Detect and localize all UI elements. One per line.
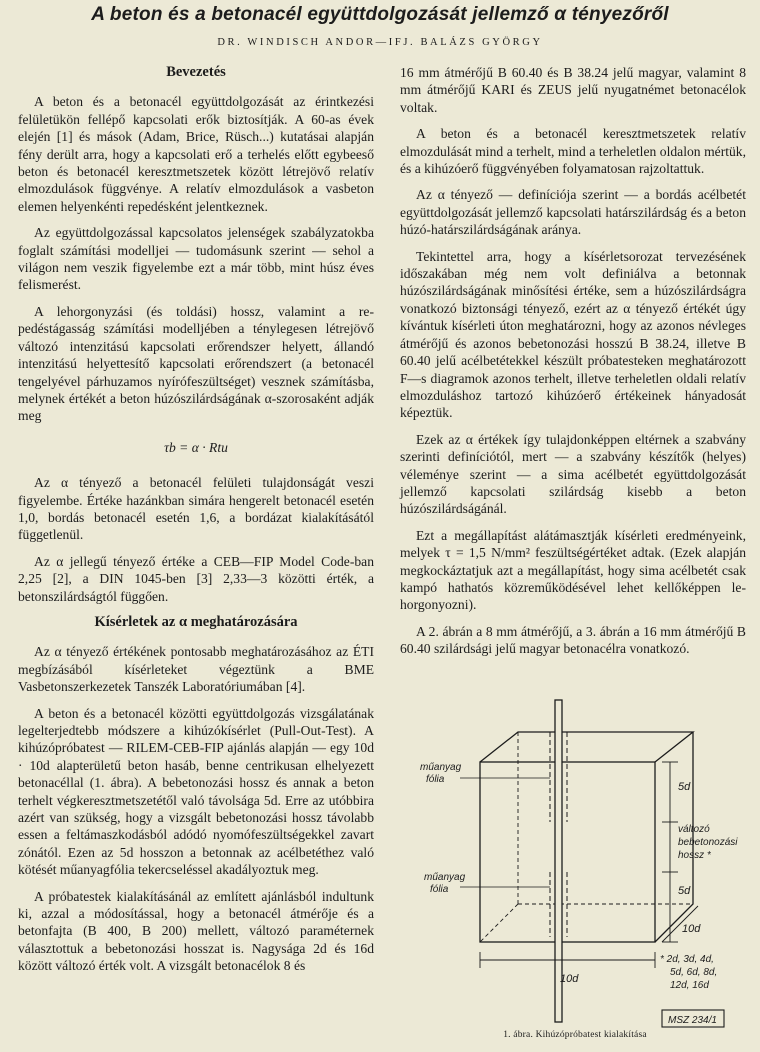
paragraph: Ezt a megállapítást alátámasztják kísérleti eredményeink, melyek τ = 1,5 N/mm² feszültségértéket adtak. (Ezek alapján megkockáztatjuk azt a megállapítást, hogy sima acélbetét csak kampó hathatós közreműködésével lehet kellőképpen lehorgonyozni). (400, 527, 746, 613)
paragraph: Tekintettel arra, hogy a kísérletsorozat tervezésének időszakában még nem volt definiálva a betonnak húzószilárdságának minősítési értéke, sem a húzószilárdságra vonatkozó biztonsági tényező, ezért az α tényező értékét úgy kívántuk kísérleti úton meghatározni, hogy az azonos névleges átmérőjű és azonos bebetonozási hosszú B 38.24, illetve B 60.40 jelű acélbetétekkel készült próbatesteken meghatározott F—s diagramok azonos terhelt, illetve terheletlen oldali relatív elmozduláshoz tartozó kihúzóerő értékeinek hányadosát képeztük. (400, 248, 746, 421)
values-line-2: 5d, 6d, 8d, (670, 967, 718, 978)
paragraph: A beton és a betonacél közötti együttdolgozás vizsgálatának legelterjedtebb módszere a kihúzókísérlet (Pull-Out-Test). A kihúzópróbatest — RILEM-CEB-FIP ajánlás alapján — egy 10d · 10d alapterületű beton hasáb, benne centrikusan elhelyezett betonacéllal (1. ábra). A bebetonozási hossz és annak a beton terhelt végkeresztmetszetétől való távolsága 5d. Erre az utóbbira azért van szükség, hogy a vizsgált bebetonozási hossz távolabb essen a feltámaszkodásból adódó nyomófeszültségekkel zavart zónától. Ezen az 5d hosszon a betonnak az acélbetéthez való kötését műanyagfólia tekercseléssel akadályoztuk meg. (18, 705, 374, 878)
section-heading-experiments: Kísérletek az α meghatározására (94, 613, 298, 630)
figure-pull-out-specimen (400, 692, 750, 1032)
foil-label-bottom: műanyag (424, 872, 466, 883)
paragraph: A beton és a betonacél keresztmetszetek relatív elmozdulását mind a terhelt, mind a terheletlen oldalon mértük, és a kihúzóerő függvényében folyamatosan rajzoltattuk. (400, 126, 746, 177)
dimension-5d-bottom: 5d (678, 885, 691, 897)
specimen-drawing (400, 692, 750, 1032)
dimension-depth: 10d (682, 923, 701, 935)
dimension-width: 10d (560, 973, 579, 985)
dimension-5d-top: 5d (678, 781, 691, 793)
paragraph: Az α tényező — definíciója szerint — a bordás acélbetét együttdolgozását jellemző kapcsolati határszilárdság és a beton húzó-határszilárdságának aránya. (400, 187, 746, 238)
cube-top-face (480, 732, 693, 762)
foil-label-top: műanyag (420, 762, 462, 773)
foil-label-bottom-2: fólia (430, 884, 449, 895)
paragraph: A lehorgonyzási (és toldási) hossz, valamint a repedéstágasság számítási modelljében a ténylegesen létrejövő változó intenzitású kapcsolati erőrendszer helyett, állandó intenzitású helyettesítő kapcsolati erőrendszert (a betonacél tengelyével párhuzamos nyírófeszültséget) vesznek számításba, melynek értékét a beton húzószilárdságának α-szorosaként adják meg (18, 303, 374, 424)
article-authors: DR. WINDISCH ANDOR—IFJ. BALÁZS GYÖRGY (217, 37, 543, 48)
paragraph: Az α tényező értékének pontosabb meghatározásához az ÉTI megbízásából kísérleteket végeztünk a BME Vasbetonszerkezetek Tanszék Laboratóriumában [4]. (18, 644, 374, 695)
embed-label-1: változó (678, 824, 710, 835)
paragraph: 16 mm átmérőjű B 60.40 és B 38.24 jelű magyar, valamint 8 mm átmérőjű KARI és ZEUS jelű nyugatnémet betonacélok voltak. (400, 65, 746, 115)
foil-label-top-2: fólia (426, 774, 445, 785)
embed-label-2: bebetonozási (678, 837, 738, 848)
formula: τb = α · Rtu (164, 439, 228, 455)
values-line-3: 12d, 16d (670, 980, 709, 991)
standard-stamp: MSZ 234/1 (668, 1015, 717, 1026)
paragraph: Az együttdolgozással kapcsolatos jelenségek szabályzatokba foglalt számítási modelljei — tudomásunk szerint — sehol a világon nem veszik figyelembe ezt a már több, mint húsz éves felismerést. (18, 225, 374, 293)
section-heading-intro: Bevezetés (166, 64, 226, 80)
paragraph: Az α jellegű tényező értéke a CEB—FIP Model Code-ban 2,25 [2], a DIN 1045-ben [3] 2,33—3 közötti érték, a betonszilárdságtól függően. (18, 553, 374, 604)
right-column (400, 64, 746, 667)
article-title: A beton és a betonacél együttdolgozását jellemző α tényezőről (91, 4, 669, 25)
values-line-1: * 2d, 3d, 4d, (660, 954, 714, 965)
figure-caption: 1. ábra. Kihúzópróbatest kialakítása (503, 1030, 647, 1040)
paragraph: Az α tényező a betonacél felületi tulajdonságát veszi figyelembe. Értéke hazánkban simára hengerelt betonacél esetén 1,0, bordás betonacél esetén 1,6, a bordázat kialakításától függetlenül. (18, 475, 374, 543)
paragraph: A beton és a betonacél együttdolgozását az érintkezési felületükön fellépő kapcsolati erők biztosítják. A 60-as évek elején [1] és mások (Adam, Brice, Rüsch...) kutatásai alapján fény derült arra, hogy a kapcsolati erő a terhelés előtt egybeeső beton és betonacél keresztmetszetek között létrejövő relatív elmozdulások függvénye. A relatív elmozdulások a vasbeton elemen helyenkénti repedésként jelentkeznek. (18, 94, 374, 214)
paragraph: A próbatestek kialakításánál az említett ajánlásból indultunk ki, azzal a módosítással, hogy a betonacél átmérője és a betonfajta (B 400, B 200) mellett, változó paraméternek választottuk a bebetonozási hosszat is. Nagysága 2d és 16d között változó érték volt. A vizsgált betonacélok 8 és (18, 888, 374, 974)
paragraph: Ezek az α értékek így tulajdonképpen eltérnek a szabvány szerinti definíciótól, mert — a szabvány készítők (helyes) véleménye szerint — a sima acélbetét együttdolgozását jellemző kapcsolati szilárdság kisebb a beton húzószilárdságánál. (400, 431, 746, 517)
cube-hidden-edges (480, 732, 693, 942)
left-column (18, 58, 374, 984)
embed-label-3: hossz * (678, 850, 711, 861)
paragraph: A 2. ábrán a 8 mm átmérőjű, a 3. ábrán a 16 mm átmérőjű B 60.40 szilárdsági jelű magyar betonacélra vonatkozó. (400, 623, 746, 657)
